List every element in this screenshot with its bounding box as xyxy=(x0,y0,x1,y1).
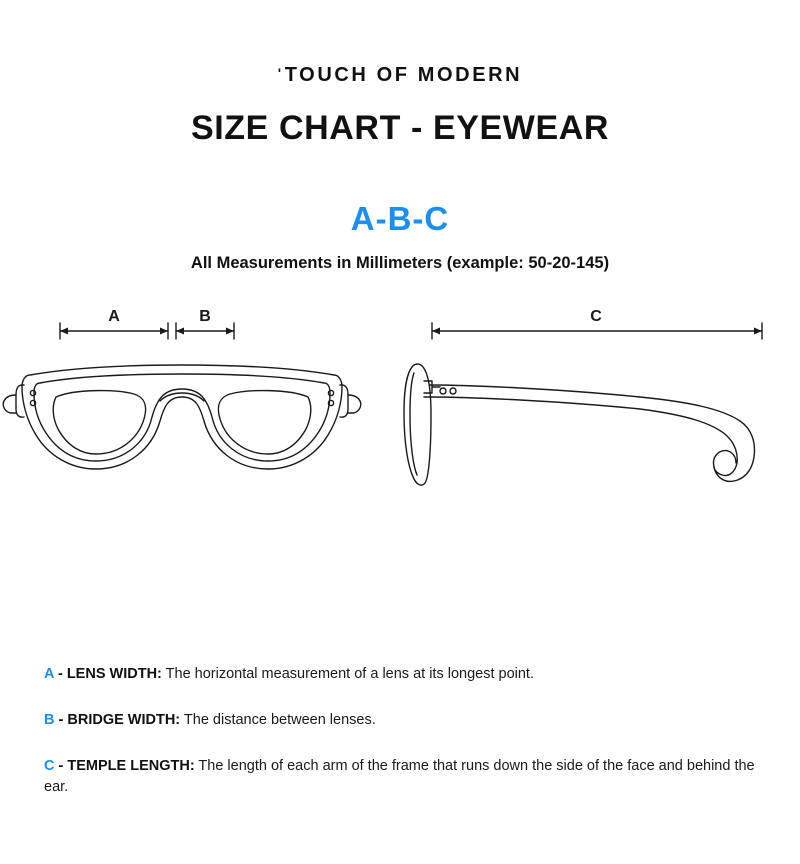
legend-key-b: B xyxy=(44,711,55,728)
legend-item-temple-length xyxy=(44,756,756,800)
abc-a: A xyxy=(350,200,376,237)
legend-label-temple-length: TEMPLE LENGTH: xyxy=(67,757,195,774)
dimension-label-b: B xyxy=(199,308,211,325)
legend-key-a: A xyxy=(44,666,54,682)
legend-sep-a: - xyxy=(53,666,67,682)
eyewear-diagram xyxy=(0,297,800,537)
legend-desc-lens-width: The horizontal measurement of a lens at its longest point. xyxy=(161,666,534,682)
page-title: SIZE CHART - EYEWEAR xyxy=(190,109,610,147)
measurement-units-note: All Measurements in Millimeters (example: 50-20-145) xyxy=(190,254,610,272)
legend-sep-c: - xyxy=(54,757,68,774)
dimension-label-a: A xyxy=(108,308,120,325)
legend-item-bridge-width xyxy=(44,710,756,732)
eyeglasses-front-view xyxy=(3,365,361,469)
legend-desc-bridge-width: The distance between lenses. xyxy=(180,711,376,728)
legend-desc-temple-length: The length of each arm of the frame that runs down the side of the face and behind the ear. xyxy=(44,757,755,796)
legend-item-lens-width xyxy=(44,664,756,686)
legend-key-c: C xyxy=(44,757,55,774)
abc-heading xyxy=(0,200,800,238)
legend-sep-b: - xyxy=(54,711,68,728)
eyeglasses-side-view xyxy=(404,364,754,485)
size-chart-page xyxy=(0,64,800,864)
abc-c: C xyxy=(424,200,450,237)
brand-wordmark xyxy=(0,64,800,87)
brand-name: TOUCH OF MODERN xyxy=(284,64,523,86)
abc-b: B xyxy=(387,200,413,237)
legend-label-lens-width: LENS WIDTH: xyxy=(66,666,162,682)
legend-list xyxy=(44,664,756,823)
abc-dash-2: - xyxy=(412,200,425,237)
legend-label-bridge-width: BRIDGE WIDTH: xyxy=(67,711,181,728)
dimension-label-c: C xyxy=(590,308,602,325)
brand-tick-mark: ' xyxy=(277,65,284,81)
abc-dash-1: - xyxy=(375,200,388,237)
